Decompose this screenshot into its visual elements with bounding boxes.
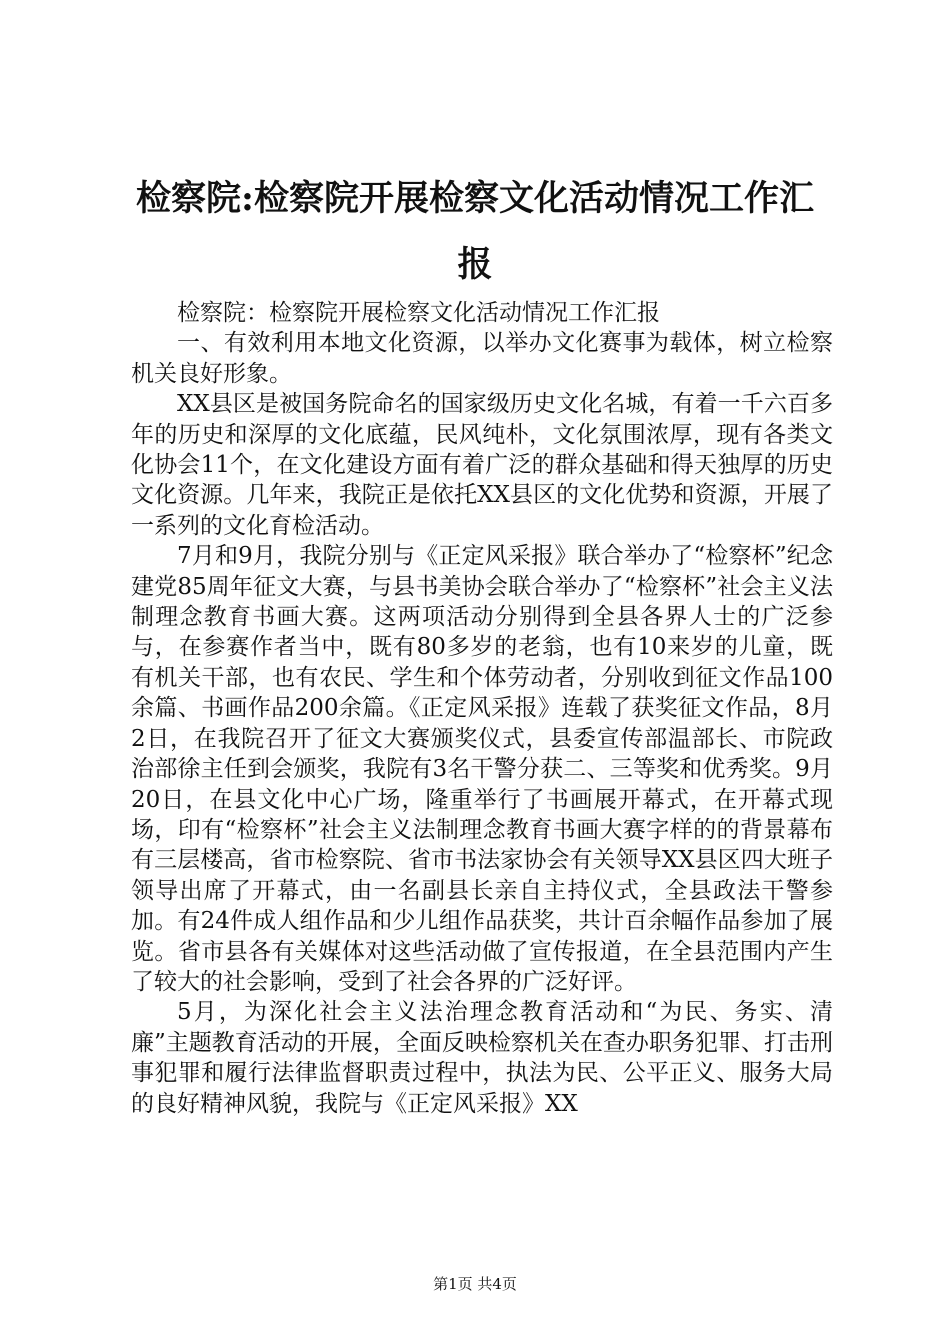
paragraph-section-one: 一、有效利用本地文化资源，以举办文化赛事为载体，树立检察机关良好形象。 [131,330,833,387]
document-body [131,298,833,1119]
paragraph-cultural-resources: XX县区是被国务院命名的国家级历史文化名城，有着一千六百多年的历史和深厚的文化底蕴，民风纯朴，文化氛围浓厚，现有各类文化协会11个，在文化建设方面有着广泛的群众基础和得天独厚的历史文化资源。几年来，我院正是依托XX县区的文化优势和资源，开展了一系列的文化育检活动。 [131,391,833,539]
page-number-footer: 第1页 共4页 [433,1275,517,1293]
document-title: 检察院:检察院开展检察文化活动情况工作汇报 [136,178,814,285]
paragraph-heading: 检察院：检察院开展检察文化活动情况工作汇报 [177,300,660,326]
paragraph-contests: 7月和9月，我院分别与《正定风采报》联合举办了“检察杯”纪念建党85周年征文大赛，与县书美协会联合举办了“检察杯”社会主义法制理念教育书画大赛。这两项活动分别得到全县各界人士的广泛参与，在参赛作者当中，既有80多岁的老翁，也有10来岁的儿童，既有机关干部，也有农民、学生和个体劳动者，分别收到征文作品100余篇、书画作品200余篇。《正定风采报》连载了获奖征文作品，8月2日，在我院召开了征文大赛颁奖仪式，县委宣传部温部长、市院政治部徐主任到会颁奖，我院有3名干警分获二、三等奖和优秀奖。9月20日，在县文化中心广场，隆重举行了书画展开幕式，在开幕式现场，印有“检察杯”社会主义法制理念教育书画大赛字样的的背景幕布有三层楼高，省市检察院、省市书法家协会有关领导XX县区四大班子领导出席了开幕式，由一名副县长亲自主持仪式，全县政法干警参加。有24件成人组作品和少儿组作品获奖，共计百余幅作品参加了展览。省市县各有关媒体对这些活动做了宣传报道，在全县范围内产生了较大的社会影响，受到了社会各界的广泛好评。 [131,543,833,995]
paragraph-may-activities: 5月，为深化社会主义法治理念教育活动和“为民、务实、清廉”主题教育活动的开展，全面反映检察机关在查办职务犯罪、打击刑事犯罪和履行法律监督职责过程中，执法为民、公平正义、服务大局的良好精神风貌，我院与《正定风采报》XX [131,999,833,1117]
